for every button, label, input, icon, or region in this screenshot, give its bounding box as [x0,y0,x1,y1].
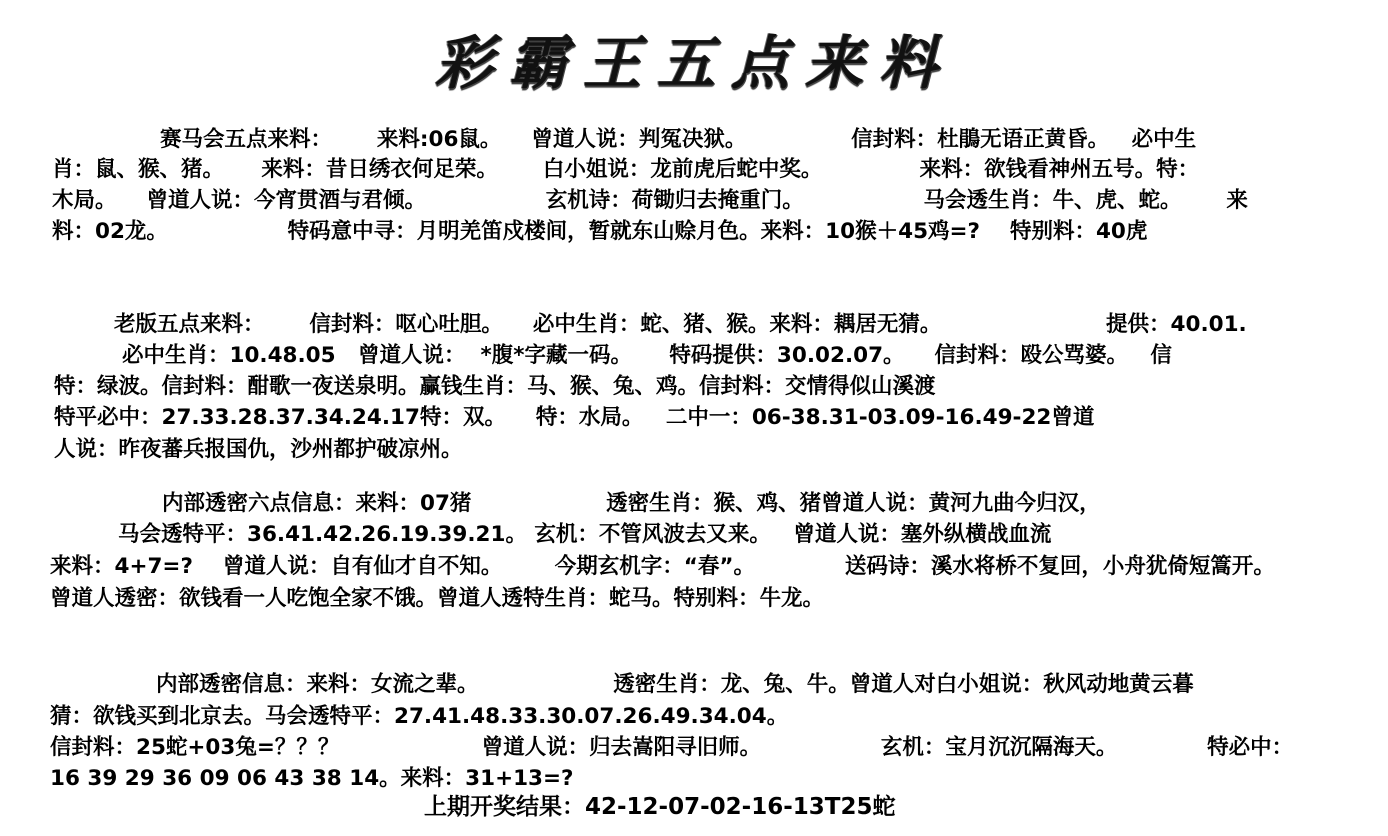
text-line: 木局。 曾道人说：今宵贯酒与君倾。 玄机诗：荷锄归去掩重门。 马会透生肖：牛、虎、蛇。 来 [52,188,1248,213]
text-line: 赛马会五点来料： 来料:06鼠。 曾道人说：判冤决狱。 信封料：杜鵑无语正黄昏。 必中生 [160,127,1197,152]
page-title: 彩霸王五点来料 [434,29,953,97]
text-line: 人说：昨夜蕃兵报国仇，沙州都护破凉州。 [54,437,463,462]
text-line: 来料：4+7=? 曾道人说：自有仙才自不知。 今期玄机字：“春”。 送码诗：溪水将桥不复回，小舟犹倚短篙开。 [50,554,1275,579]
text-line: 特：绿波。信封料：酣歌一夜送泉明。赢钱生肖：马、猴、兔、鸡。信封料：交情得似山溪渡 [54,374,936,399]
text-line: 猜：欲钱买到北京去。马会透特平：27.41.48.33.30.07.26.49.34.04。 [50,704,789,729]
text-line: 特平必中：27.33.28.37.34.24.17特：双。 特：水局。 二中一：06-38.31-03.09-16.49-22曾道 [54,405,1095,430]
text-line: 必中生肖：10.48.05 曾道人说： *腹*字藏一码。 特码提供：30.02.07。 信封料：殴公骂婆。 信 [122,343,1172,368]
text-line: 老版五点来料： 信封料：呕心吐胆。 必中生肖：蛇、猪、猴。来料：耦居无猜。 提供：40.01. [114,312,1247,337]
text-line: 马会透特平：36.41.42.26.19.39.21。 玄机：不管风波去又来。 曾道人说：塞外纵横战血流 [118,522,1052,547]
text-line: 信封料：25蛇+03兔=？？？ 曾道人说：归去嵩阳寻旧师。 玄机：宝月沉沉隔海天。 特必中： [50,735,1294,760]
text-line: 内部透密六点信息：来料：07猪 透密生肖：猴、鸡、猪曾道人说：黄河九曲今归汉， [162,491,1101,516]
text-line: 内部透密信息：来料：女流之辈。 透密生肖：龙、兔、牛。曾道人对白小姐说：秋风动地黄云暮 [156,672,1194,697]
text-line: 曾道人透密：欲钱看一人吃饱全家不饿。曾道人透特生肖：蛇马。特别料：牛龙。 [50,586,825,611]
last-draw-result: 上期开奖结果：42-12-07-02-16-13T25蛇 [424,794,896,820]
text-line: 肖：鼠、猴、猪。 来料：昔日绣衣何足荣。 白小姐说：龙前虎后蛇中奖。 来料：欲钱看神州五号。特： [52,157,1200,182]
text-line: 料：02龙。 特码意中寻：月明羌笛戍楼间，暂就东山赊月色。来料：10猴＋45鸡=? 特别料：40虎 [52,219,1148,244]
text-line: 16 39 29 36 09 06 43 38 14。来料：31+13=? [50,766,574,791]
